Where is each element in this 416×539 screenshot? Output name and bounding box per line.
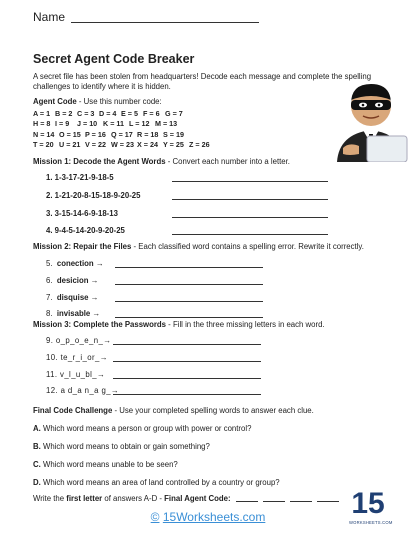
final-desc: - Use your completed spelling words to answer each clue. [112,406,314,415]
arrow-icon: → [92,309,101,318]
final-label: Final Code Challenge [33,406,113,415]
item-number: 6. [46,276,53,285]
answer-line[interactable] [115,284,263,285]
final-header [33,406,314,415]
code-cell: K = 11 [103,119,124,129]
code-cell: M = 13 [155,119,178,129]
mission2-item [46,259,104,268]
code-cell: R = 18 [137,129,159,139]
name-label: Name [33,10,66,24]
misspelled-word: invisable [56,309,91,318]
agent-code-desc: - Use this number code: [76,97,162,106]
code-cell: N = 14 [33,129,55,139]
code-cell: X = 24 [137,139,158,149]
code-cell: Z = 26 [189,139,210,149]
answer-line[interactable] [113,361,261,362]
write-bold: first letter [66,494,103,503]
code-cell: V = 22 [85,139,106,149]
mission1-item: 1. 1-3-17-21-9-18-5 [46,173,114,182]
item-number: 7. [46,293,53,302]
question-text: Which word means an area of land controlled by a country or group? [40,478,280,487]
code-cell: G = 7 [165,109,183,118]
mission3-desc: - Fill in the three missing letters in each word. [166,320,325,329]
code-blank[interactable] [290,501,312,502]
question-letter: B. [33,442,41,451]
final-question [33,478,280,487]
code-cell: T = 20 [33,139,54,149]
answer-line[interactable] [172,234,328,235]
code-cell: S = 19 [163,129,184,139]
mission2-item [46,293,98,302]
mission3-header [33,320,325,329]
question-text: Which word means a person or group with power or control? [40,424,252,433]
code-cell: P = 16 [85,129,106,139]
mission2-label: Mission 2: Repair the Files [33,242,132,251]
answer-line[interactable] [172,217,328,218]
code-cell: O = 15 [59,129,81,139]
mission3-item: 10. te_r_i_or_→ [46,353,108,362]
code-cell: E = 5 [121,109,138,118]
logo-number: 15 [351,487,385,520]
arrow-icon: → [90,293,99,302]
final-code-label: Final Agent Code: [164,494,231,503]
answer-line[interactable] [115,267,263,268]
name-row [33,10,259,24]
item-number: 5. [46,259,53,268]
code-cell: U = 21 [59,139,81,149]
arrow-icon: → [90,276,99,285]
code-cell: J = 10 [77,119,98,129]
mission1-header [33,157,290,166]
misspelled-word: desicion [56,276,89,285]
mission2-item [46,309,100,318]
write-pre: Write the [33,494,67,503]
question-text: Which word means to obtain or gain something? [40,442,210,451]
page-title: Secret Agent Code Breaker [33,52,195,66]
question-letter: D. [33,478,41,487]
code-cell: D = 4 [99,109,117,118]
mission3-label: Mission 3: Complete the Passwords [33,320,167,329]
intro-text: A secret file has been stolen from headquarters! Decode each message and complete the spelling challenges to identify where it is hidden. [33,72,372,91]
code-cell: Y = 25 [163,139,184,149]
worksheets-logo [349,487,393,532]
answer-line[interactable] [113,378,261,379]
code-cell: A = 1 [33,109,51,118]
mission3-item: 9. o_p_o_e_n_→ [46,336,112,345]
answer-line[interactable] [113,394,261,395]
code-cell: F = 6 [143,109,160,118]
agent-code-label: Agent Code [33,97,77,106]
final-question [33,442,210,451]
mission2-item [46,276,98,285]
mission1-item: 3. 3-15-14-6-9-18-13 [46,209,118,218]
code-cell: L = 12 [129,119,150,129]
code-cell: C = 3 [77,109,95,118]
arrow-icon: → [95,259,104,268]
misspelled-word: conection [56,259,94,268]
spy-illustration [329,72,413,162]
answer-line[interactable] [115,301,263,302]
mission2-desc: - Each classified word contains a spelling error. Rewrite it correctly. [131,242,364,251]
code-cell: W = 23 [111,139,134,149]
mission1-item: 4. 9-4-5-14-20-9-20-25 [46,226,125,235]
name-field[interactable] [71,22,259,23]
code-cell: I = 9 [55,119,70,129]
answer-line[interactable] [172,181,328,182]
answer-line[interactable] [113,344,261,345]
code-cell: H = 8 [33,119,51,129]
mission1-label: Mission 1: Decode the Agent Words [33,157,166,166]
code-row [33,140,213,150]
code-blank[interactable] [263,501,285,502]
code-blank[interactable] [236,501,258,502]
code-blank[interactable] [317,501,339,502]
item-number: 8. [46,309,53,318]
mission3-item: 11. v_l_u_bl_→ [46,370,106,379]
code-row [33,130,213,140]
misspelled-word: disquise [56,293,89,302]
logo-text: WORKSHEETS.COM [349,520,393,525]
copyright-symbol: © [150,510,160,524]
code-row [33,109,213,119]
mission2-header [33,242,364,251]
mission1-desc: - Convert each number into a letter. [165,157,290,166]
code-grid [33,109,213,150]
footer-link[interactable]: 15Worksheets.com [162,510,266,524]
mission3-item: 12. a d_a n_a g_→ [46,386,120,395]
question-text: Which word means unable to be seen? [40,460,178,469]
agent-code-header [33,97,162,106]
question-letter: C. [33,460,41,469]
final-code-row [33,494,339,503]
mission1-item: 2. 1-21-20-8-15-18-9-20-25 [46,191,141,200]
write-mid: of answers A-D - [102,494,165,503]
code-cell: Q = 17 [111,129,133,139]
answer-line[interactable] [172,199,328,200]
code-row [33,119,213,129]
question-letter: A. [33,424,41,433]
final-question [33,424,251,433]
code-cell: B = 2 [55,109,73,118]
final-question [33,460,178,469]
answer-line[interactable] [115,317,263,318]
